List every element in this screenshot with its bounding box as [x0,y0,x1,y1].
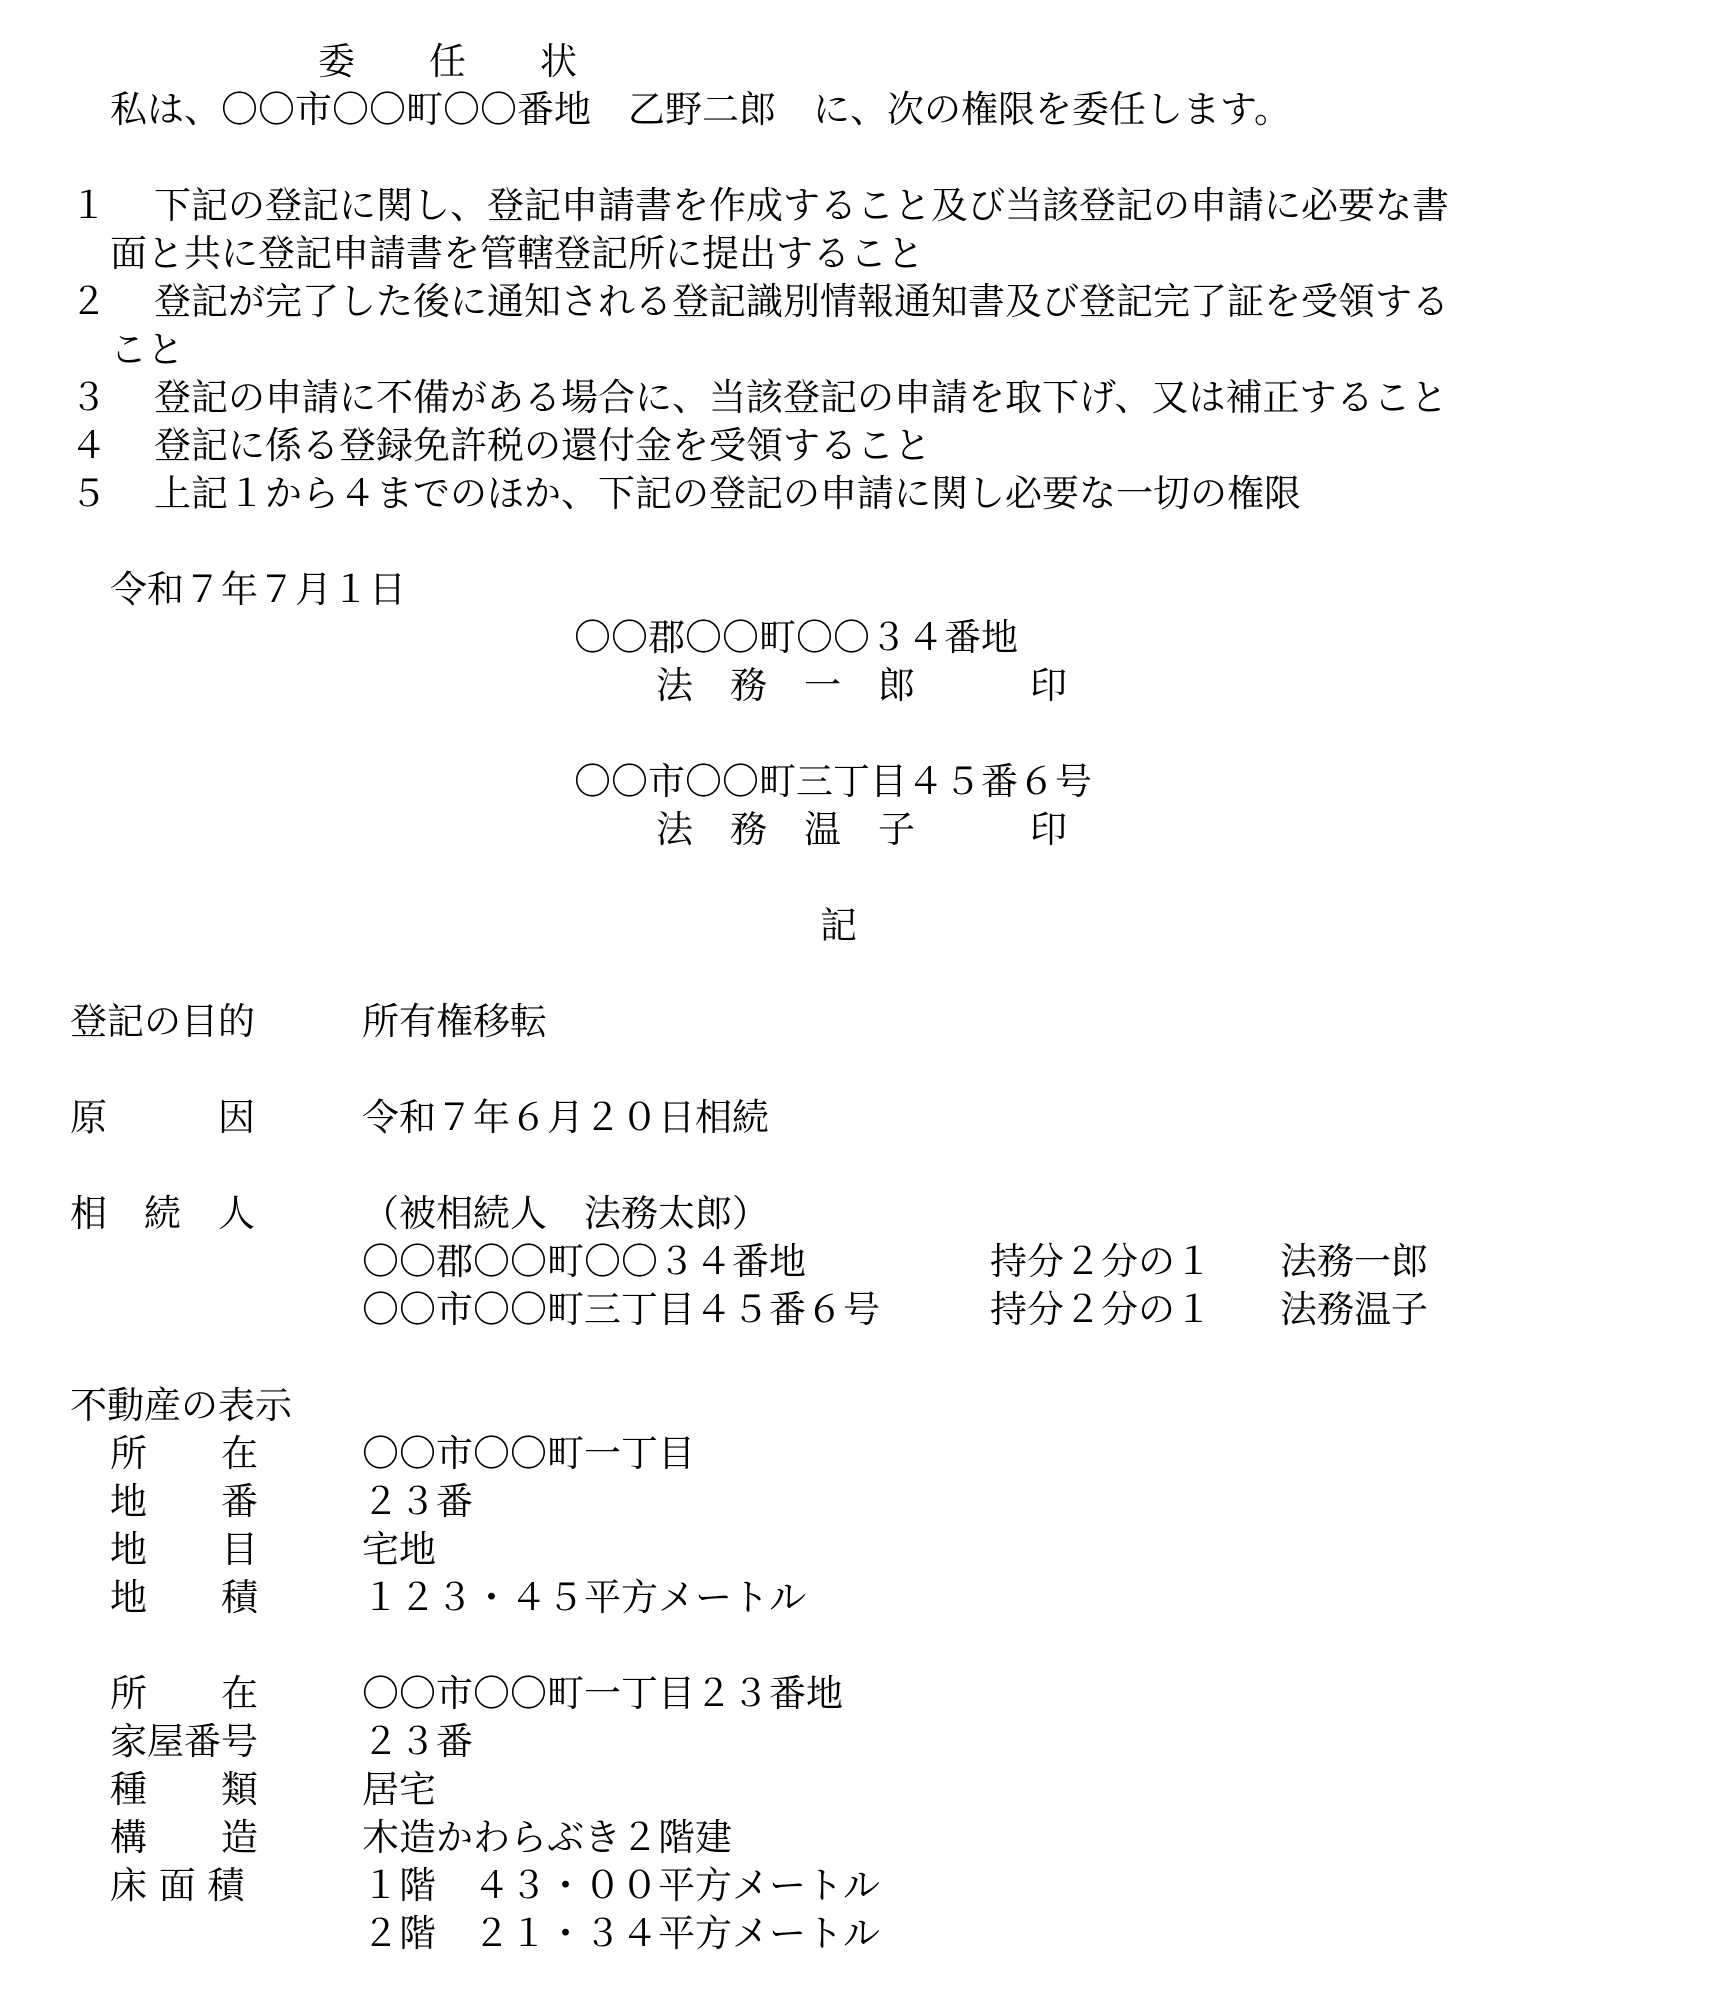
land-area-value: １２３・４５平方メートル [362,1576,806,1619]
building-type-value: 居宅 [362,1768,436,1811]
building-location-label: 所 在 [110,1672,258,1715]
principal-1-address: 〇〇郡〇〇町〇〇３４番地 [574,616,1018,659]
principal-2-address: 〇〇市〇〇町三丁目４５番６号 [574,760,1092,803]
building-structure-label: 構 造 [110,1816,258,1859]
purpose-label: 登記の目的 [70,1000,255,1043]
item-number-1: １ [70,184,107,227]
item-text-4: 登記に係る登録免許税の還付金を受領すること [154,424,931,467]
building-floor-area-1f: １階 ４３・００平方メートル [362,1864,880,1907]
land-lot-number-label: 地 番 [110,1480,258,1523]
heir-1-share: 持分２分の１ [990,1240,1212,1283]
item-number-3: ３ [70,376,107,419]
item-text-3: 登記の申請に不備がある場合に、当該登記の申請を取下げ、又は補正すること [154,376,1448,419]
land-category-label: 地 目 [110,1528,258,1571]
building-floor-area-2f: ２階 ２１・３４平方メートル [362,1912,880,1955]
item-number-4: ４ [70,424,107,467]
item-text-1-continued: 面と共に登記申請書を管轄登記所に提出すること [110,232,924,275]
property-heading: 不動産の表示 [70,1384,292,1427]
building-structure-value: 木造かわらぶき２階建 [362,1816,732,1859]
land-lot-number-value: ２３番 [362,1480,473,1523]
ki-heading: 記 [820,904,857,947]
document-title: 委 任 状 [318,40,577,83]
principal-2-seal: 印 [1030,808,1067,851]
item-number-5: ５ [70,472,107,515]
principal-2-name: 法 務 温 子 [656,808,915,851]
heir-2-name: 法務温子 [1280,1288,1428,1331]
building-type-label: 種 類 [110,1768,258,1811]
heirs-label: 相 続 人 [70,1192,255,1235]
land-category-value: 宅地 [362,1528,436,1571]
intro-text: 私は、〇〇市〇〇町〇〇番地 乙野二郎 に、次の権限を委任します。 [110,88,1292,131]
heir-2-share: 持分２分の１ [990,1288,1212,1331]
heir-1-address: 〇〇郡〇〇町〇〇３４番地 [362,1240,806,1283]
principal-1-name: 法 務 一 郎 [656,664,915,707]
land-location-label: 所 在 [110,1432,258,1475]
building-number-value: ２３番 [362,1720,473,1763]
heir-1-name: 法務一郎 [1280,1240,1428,1283]
item-text-5: 上記１から４までのほか、下記の登記の申請に関し必要な一切の権限 [154,472,1301,515]
building-floor-area-label: 床 面 積 [110,1864,245,1907]
principal-1-seal: 印 [1030,664,1067,707]
item-number-2: ２ [70,280,107,323]
land-location-value: 〇〇市〇〇町一丁目 [362,1432,695,1475]
cause-label: 原 因 [70,1096,255,1139]
item-text-2-continued: こと [110,328,184,371]
cause-value: 令和７年６月２０日相続 [362,1096,769,1139]
decedent-text: （被相続人 法務太郎） [362,1192,769,1235]
item-text-2: 登記が完了した後に通知される登記識別情報通知書及び登記完了証を受領する [154,280,1449,323]
item-text-1: 下記の登記に関し、登記申請書を作成すること及び当該登記の申請に必要な書 [154,184,1449,227]
purpose-value: 所有権移転 [362,1000,547,1043]
document-date: 令和７年７月１日 [110,568,406,611]
heir-2-address: 〇〇市〇〇町三丁目４５番６号 [362,1288,880,1331]
building-location-value: 〇〇市〇〇町一丁目２３番地 [362,1672,843,1715]
land-area-label: 地 積 [110,1576,258,1619]
building-number-label: 家屋番号 [110,1720,258,1763]
